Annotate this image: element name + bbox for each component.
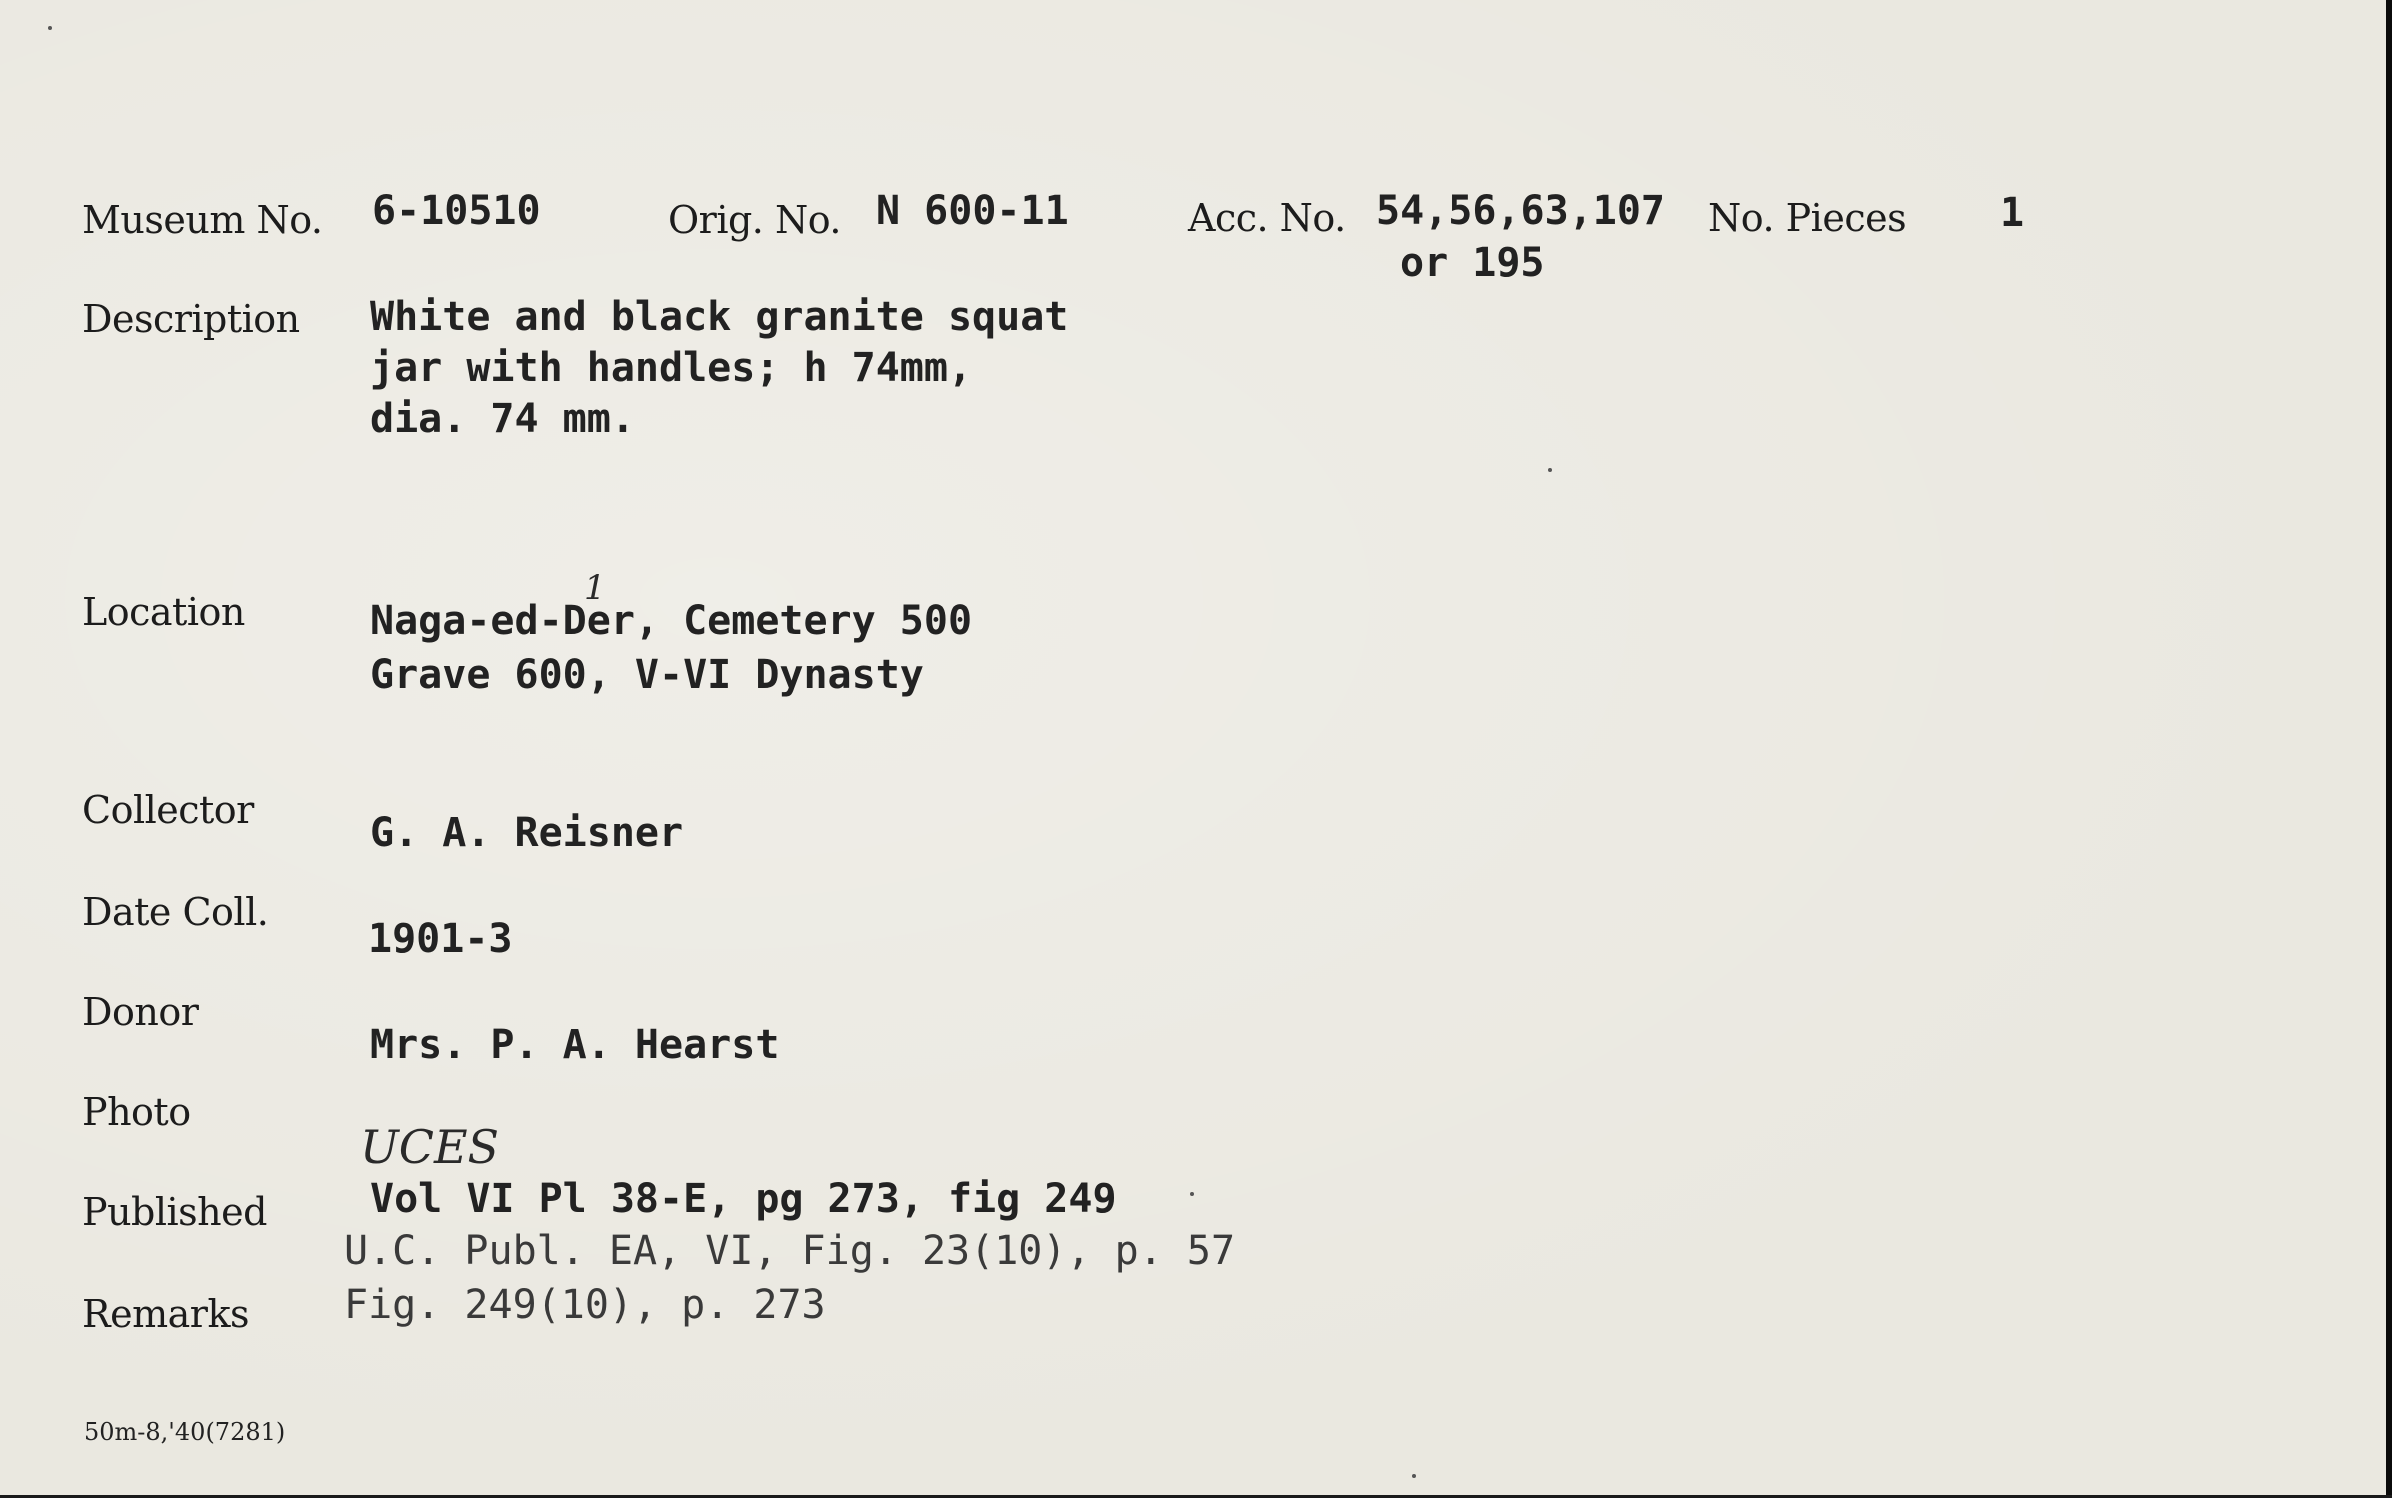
acc-no-label: Acc. No. bbox=[1188, 196, 1346, 240]
date-coll-label: Date Coll. bbox=[82, 890, 269, 934]
remarks-value: Fig. 249(10), p. 273 bbox=[344, 1282, 826, 1328]
location-line: Grave 600, V-VI Dynasty bbox=[370, 652, 924, 698]
location-correction-mark: 1 bbox=[584, 568, 606, 608]
remarks-label: Remarks bbox=[82, 1292, 249, 1336]
location-label: Location bbox=[82, 590, 245, 634]
description-line: jar with handles; h 74mm, bbox=[370, 345, 973, 391]
date-coll-value: 1901-3 bbox=[368, 916, 513, 962]
location-line: Naga-ed-Der, Cemetery 500 bbox=[370, 598, 973, 644]
collector-value: G. A. Reisner bbox=[370, 810, 684, 856]
museum-no-value: 6-10510 bbox=[372, 188, 541, 234]
donor-label: Donor bbox=[82, 990, 199, 1034]
description-label: Description bbox=[82, 297, 300, 341]
photo-handwritten-note: UCES bbox=[360, 1120, 500, 1174]
orig-no-label: Orig. No. bbox=[668, 198, 841, 242]
speck bbox=[1412, 1474, 1416, 1478]
published-line: Vol VI Pl 38-E, pg 273, fig 249 bbox=[370, 1176, 1117, 1222]
donor-value: Mrs. P. A. Hearst bbox=[370, 1022, 780, 1068]
acc-no-value-line1: 54,56,63,107 bbox=[1376, 188, 1665, 234]
collector-label: Collector bbox=[82, 788, 254, 832]
speck bbox=[48, 26, 52, 30]
acc-no-value-line2: or 195 bbox=[1400, 240, 1545, 286]
pieces-value: 1 bbox=[2000, 190, 2025, 236]
description-line: White and black granite squat bbox=[370, 294, 1069, 340]
description-line: dia. 74 mm. bbox=[370, 396, 635, 442]
card-edge-shadow bbox=[2386, 0, 2392, 1498]
orig-no-value: N 600-11 bbox=[876, 188, 1069, 234]
museum-no-label: Museum No. bbox=[82, 198, 323, 242]
pieces-label: No. Pieces bbox=[1708, 196, 1907, 240]
print-code: 50m-8,'40(7281) bbox=[84, 1418, 286, 1446]
speck bbox=[1548, 468, 1552, 472]
speck bbox=[1190, 1192, 1194, 1196]
published-label: Published bbox=[82, 1190, 267, 1234]
photo-label: Photo bbox=[82, 1090, 191, 1134]
published-line: U.C. Publ. EA, VI, Fig. 23(10), p. 57 bbox=[344, 1228, 1236, 1274]
